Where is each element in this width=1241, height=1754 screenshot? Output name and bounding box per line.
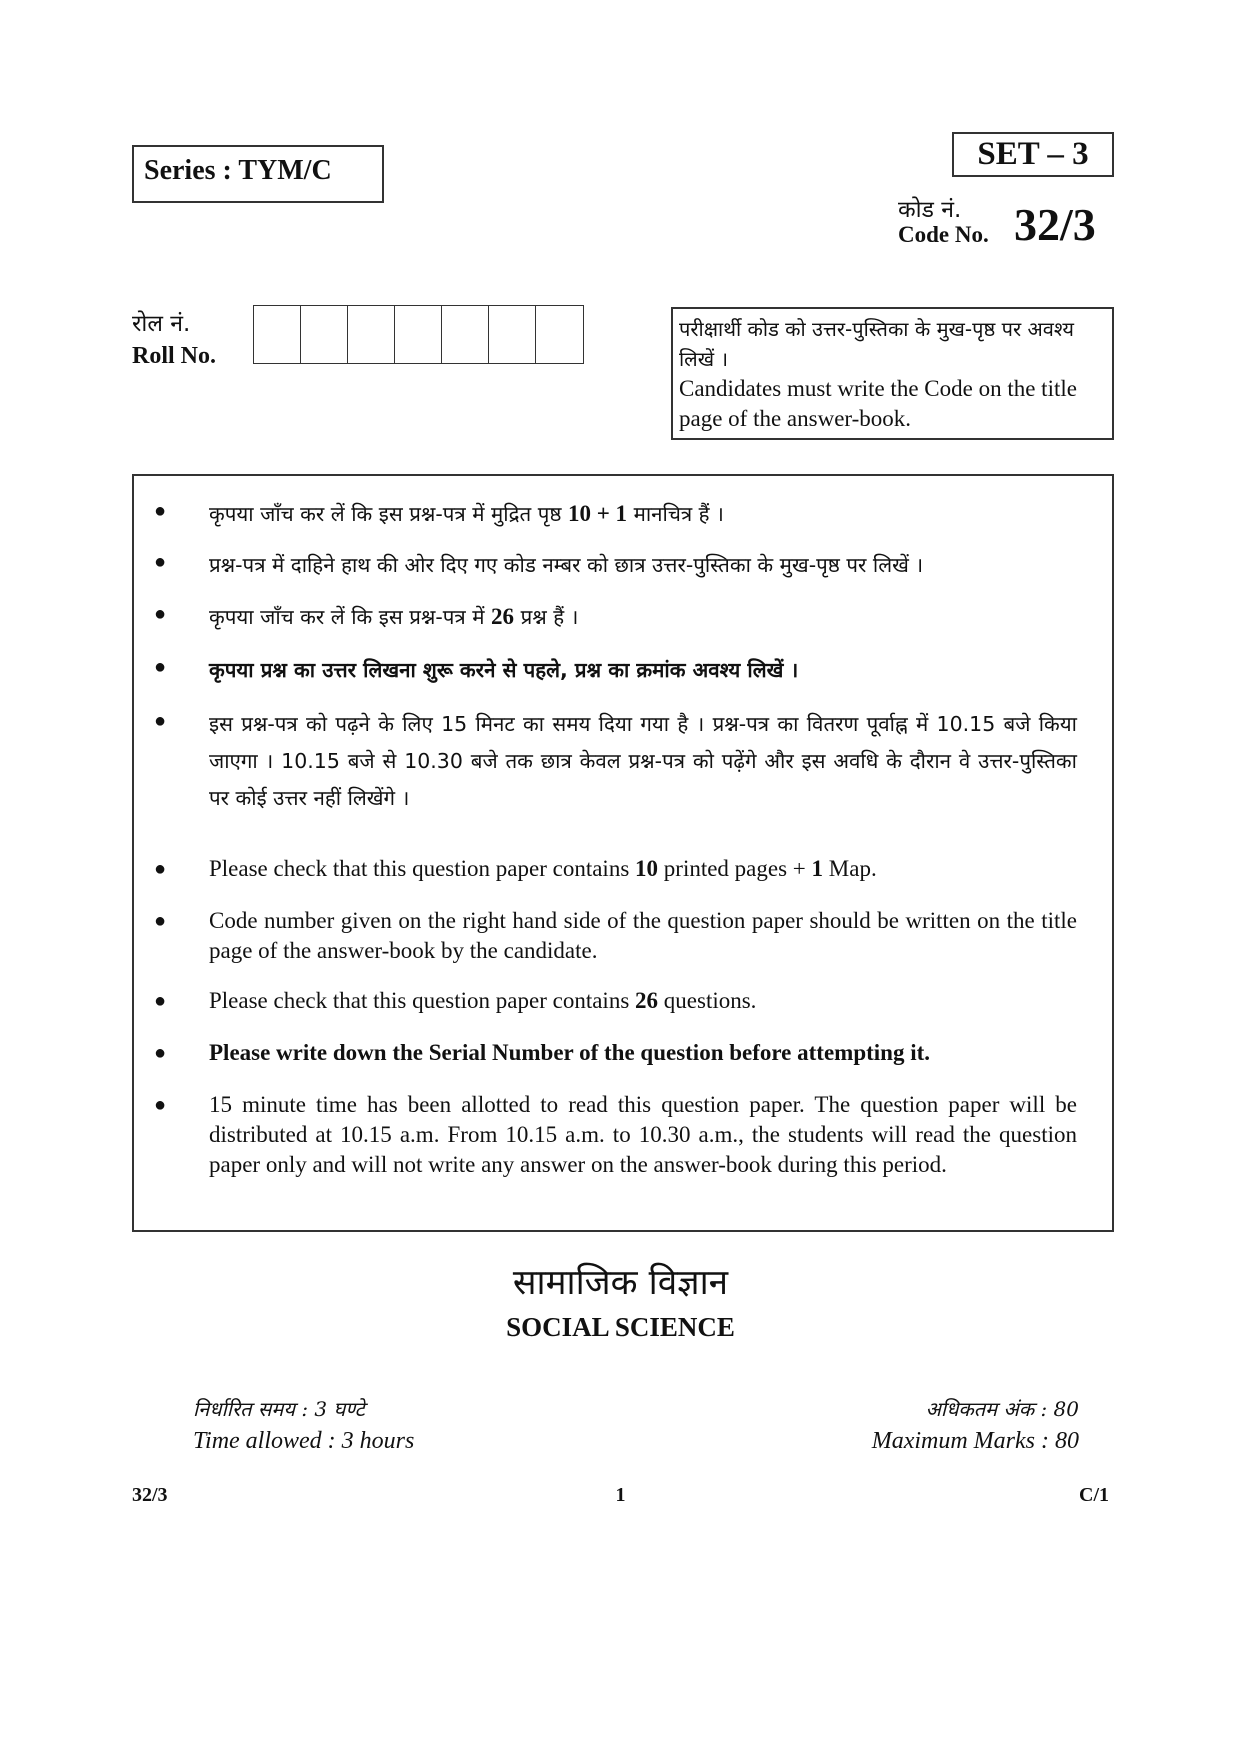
maximum-marks-english: Maximum Marks : 80 [871, 1428, 1079, 1454]
instruction-item: ● 15 minute time has been allotted to read this question paper. The question paper will be distributed at 10.15 a.m. From 10.15 a.m. to 10.30 a.m., the students will read the question paper only and will not write any answer on the answer-book during this period. [154, 1092, 1077, 1177]
code-label-hindi: कोड नं. [898, 197, 962, 223]
set-label: SET – 3 [952, 132, 1114, 177]
bullet-icon: ● [154, 990, 167, 1012]
instructions-box [132, 474, 1114, 1232]
instruction-item: ● प्रश्न-पत्र में दाहिने हाथ की ओर दिए गए कोड नम्बर को छात्र उत्तर-पुस्तिका के मुख-पृष्ठ पर लिखें । [209, 547, 1077, 584]
candidate-note-hindi: परीक्षार्थी कोड को उत्तर-पुस्तिका के मुख-पृष्ठ पर अवश्य लिखें । [679, 317, 1074, 371]
instruction-item: ● Please write down the Serial Number of the question before attempting it. [209, 1038, 1077, 1068]
instruction-item: ● Please check that this question paper contains 10 printed pages + 1 Map. [209, 854, 1077, 884]
subject-title-hindi: सामाजिक विज्ञान [512, 1263, 729, 1303]
roll-cell[interactable] [301, 306, 348, 363]
bullet-icon: ● [154, 551, 167, 573]
bullet-icon: ● [154, 656, 167, 678]
code-number: 32/3 [1014, 199, 1096, 250]
roll-cell[interactable] [489, 306, 536, 363]
code-label-english: Code No. [898, 222, 989, 247]
roll-label-hindi: रोल नं. [132, 311, 191, 337]
footer-page-ref: C/1 [1079, 1484, 1109, 1506]
roll-cell[interactable] [254, 306, 301, 363]
roll-number-grid[interactable] [253, 305, 584, 364]
series-label: Series : TYM/C [132, 145, 384, 203]
maximum-marks-hindi: अधिकतम अंक : 80 [925, 1397, 1079, 1421]
bullet-icon: ● [154, 910, 167, 932]
time-allowed-english: Time allowed : 3 hours [193, 1428, 415, 1454]
bullet-icon: ● [154, 710, 167, 732]
bullet-icon: ● [154, 1094, 167, 1116]
instruction-item: ● कृपया प्रश्न का उत्तर लिखना शुरू करने से पहले, प्रश्न का क्रमांक अवश्य लिखें । [209, 652, 1077, 689]
bullet-icon: ● [154, 603, 167, 625]
footer-code: 32/3 [132, 1484, 168, 1506]
page-number: 1 [615, 1484, 626, 1506]
bullet-icon: ● [154, 500, 167, 522]
instruction-item: ● कृपया जाँच कर लें कि इस प्रश्न-पत्र में मुद्रित पृष्ठ 10 + 1 मानचित्र हैं । [209, 496, 1077, 533]
candidate-note-english: Candidates must write the Code on the title page of the answer-book. [679, 376, 1077, 431]
instruction-item: ● इस प्रश्न-पत्र को पढ़ने के लिए 15 मिनट का समय दिया गया है । प्रश्न-पत्र का वितरण पूर्वाह्न में 10.15 बजे किया जाएगा । 10.15 बजे से 10.30 बजे तक छात्र केवल प्रश्न-पत्र को पढ़ेंगे और इस अवधि के दौरान वे उत्तर-पुस्तिका पर कोई उत्तर नहीं लिखेंगे । [209, 706, 1077, 817]
instruction-item: ● Please check that this question paper contains 26 questions. [209, 986, 1077, 1016]
roll-cell[interactable] [348, 306, 395, 363]
time-allowed-hindi: निर्धारित समय : 3 घण्टे [193, 1397, 365, 1421]
candidate-note-box [671, 307, 1114, 440]
roll-label-english: Roll No. [132, 343, 216, 369]
roll-cell[interactable] [395, 306, 442, 363]
instruction-item: ● Code number given on the right hand side of the question paper should be written on the title page of the answer-book by the candidate. [154, 908, 1077, 963]
roll-cell[interactable] [442, 306, 489, 363]
roll-cell[interactable] [536, 306, 583, 363]
subject-title-english: SOCIAL SCIENCE [506, 1312, 735, 1342]
instruction-item: ● कृपया जाँच कर लें कि इस प्रश्न-पत्र में 26 प्रश्न हैं । [209, 599, 1077, 636]
bullet-icon: ● [154, 858, 167, 880]
bullet-icon: ● [154, 1042, 167, 1064]
